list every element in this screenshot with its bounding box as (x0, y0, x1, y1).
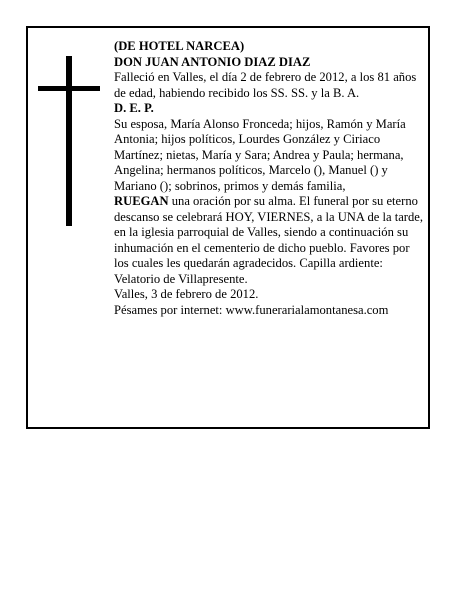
death-announcement: Falleció en Valles, el día 2 de febrero de 2012, a los 81 años de edad, habiendo recibido los SS. SS. y la B. A. (114, 70, 417, 100)
ruegan-label: RUEGAN (114, 194, 169, 208)
online-condolences: Pésames por internet: www.funerarialamontanesa.com (114, 302, 389, 317)
funeral-details: una oración por su alma. El funeral por su eterno descanso se celebrará HOY, VIERNES, a la UNA de la tarde, en la iglesia parroquial de Valles, siendo a continuación su inhumación en el cementerio de dicho pueblo. Favores por los cuales les quedarán agradecidos. Capilla ardiente: Velatorio de Villapresente. (114, 194, 424, 286)
dep-heading: D. E. P. (114, 101, 154, 115)
cross-icon (38, 56, 100, 226)
cross-horizontal-bar (38, 86, 100, 91)
funeral-paragraph (114, 194, 426, 287)
deceased-name: DON JUAN ANTONIO DIAZ DIAZ (114, 54, 311, 69)
notice-text-block (114, 39, 426, 318)
cross-vertical-bar (66, 56, 72, 226)
family-list: Su esposa, María Alonso Fronceda; hijos, Ramón y María Antonia; hijos políticos, Lourdes González y Ciriaco Martínez; nietas, María y Sara; Andrea y Paula; hermana, Angelina; hermanos políticos, Marcelo (), Manuel () y Mariano (); sobrinos, primos y demás familia, (114, 116, 406, 193)
obituary-notice (26, 26, 430, 429)
date-line: Valles, 3 de febrero de 2012. (114, 287, 259, 301)
origin-line: (DE HOTEL NARCEA) (114, 39, 245, 53)
